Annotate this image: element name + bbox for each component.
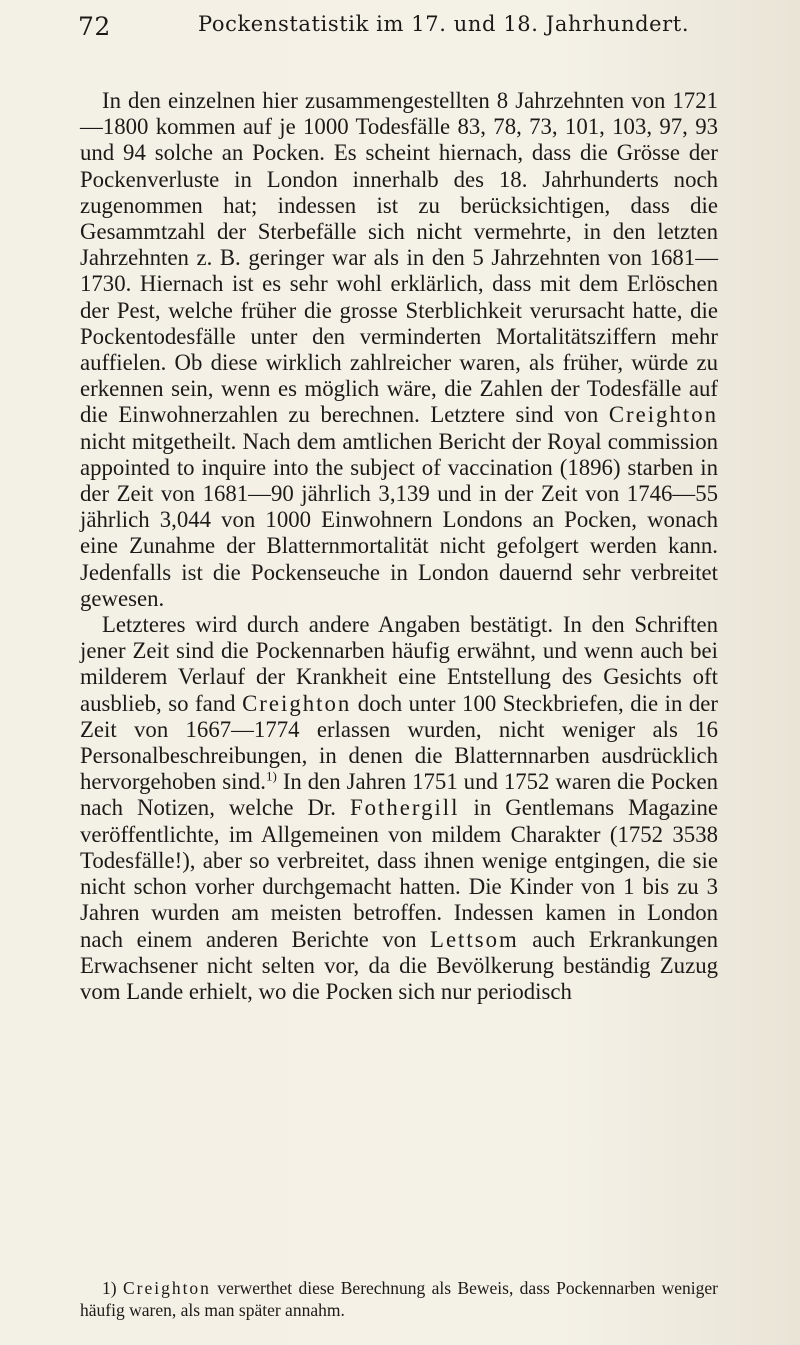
paragraph-2-text-c: In den Jahren 1751 und 1752 waren die Pocken nach Notizen, welche Dr. [80, 769, 719, 821]
paragraph-1-text-a: In den einzelnen hier zusammengestellten 8 Jahrzehnten von 1721—1800 kommen auf je 1000 Todesfälle 83, 78, 73, 101, 103, 97, 93 und 94 solche an Pocken. Es scheint hiernach, dass die Grösse der Pockenverluste in London innerhalb des 18. Jahrhunderts noch zugenommen hat; indessen ist zu berücksichtigen, dass die Gesammtzahl der Sterbefälle sich nicht vermehrte, in den letzten Jahrzehnten z. B. geringer war als in den 5 Jahrzehnten von 1681—1730. Hiernach ist es sehr wohl erklärlich, dass mit dem Erlöschen der Pest, welche früher die grosse Sterblichkeit verursacht hatte, die Pockentodesfälle unter den verminderten Mortalitätsziffern mehr auffielen. Ob diese wirklich zahlreicher waren, als früher, würde zu erkennen sein, wenn es möglich wäre, die Zahlen der Todesfälle auf die Einwohnerzahlen zu berechnen. Letztere sind von [80, 88, 718, 428]
footnote [80, 1277, 718, 1321]
paragraph-2-text-e: auch Erkrankungen Erwachsener nicht selten vor, da die Bevölkerung beständig Zuzug vom Lande erhielt, wo die Pocken sich nur periodisch [80, 926, 718, 1004]
body-text [80, 88, 718, 1005]
paragraph-2-text-d: in Gentlemans Magazine veröffentlichte, im Allgemeinen von mildem Charakter (1752 3538 Todesfälle!), aber so verbreitet, dass ihnen wenige entgingen, die sie nicht schon vorher durchgemacht hatten. Die Kinder von 1 bis zu 3 Jahren wurden am meisten betroffen. Indessen kamen in London nach einem anderen Berichte von [80, 795, 718, 952]
author-name-fothergill: Fothergill [349, 795, 460, 821]
page-number: 72 [78, 12, 111, 41]
author-name-lettsom: Lettsom [430, 926, 519, 952]
paragraph-1 [80, 88, 718, 612]
paragraph-2-text-b: doch unter 100 Steckbriefen, die in der Zeit von 1667—1774 erlassen wurden, nicht weniger als 16 Personalbeschreibungen, in denen die Blatternnarben ausdrücklich hervorgehoben sind. [80, 690, 718, 795]
footnote-body: verwerthet diese Berechnung als Beweis, dass Pockennarben weniger häufig waren, als man später annahm. [80, 1278, 719, 1320]
footnote-marker: 1) [102, 1278, 117, 1298]
paragraph-2 [80, 612, 718, 1005]
footnote-text [80, 1277, 718, 1321]
footnote-author-creighton: Creighton [122, 1278, 211, 1298]
footnote-reference[interactable]: 1) [266, 768, 277, 784]
author-name-creighton: Creighton [242, 690, 352, 716]
author-name-creighton: Creighton [608, 402, 718, 428]
running-title: Pockenstatistik im 17. und 18. Jahrhundert. [198, 12, 690, 36]
page-header [78, 12, 718, 46]
paragraph-1-text-b: nicht mitgetheilt. Nach dem amtlichen Bericht der Royal commission appointed to inquire into the subject of vaccination (1896) starben in der Zeit von 1681—90 jährlich 3,139 und in der Zeit von 1746—55 jährlich 3,044 von 1000 Einwohnern Londons an Pocken, wonach eine Zunahme der Blatternmortalität nicht gefolgert werden kann. Jedenfalls ist die Pockenseuche in London dauernd sehr verbreitet gewesen. [80, 428, 718, 611]
paragraph-2-text-a: Letzteres wird durch andere Angaben bestätigt. In den Schriften jener Zeit sind die Pockennarben häufig erwähnt, und wenn auch bei milderem Verlauf der Krankheit eine Entstellung des Gesichts oft ausblieb, so fand [80, 612, 718, 716]
